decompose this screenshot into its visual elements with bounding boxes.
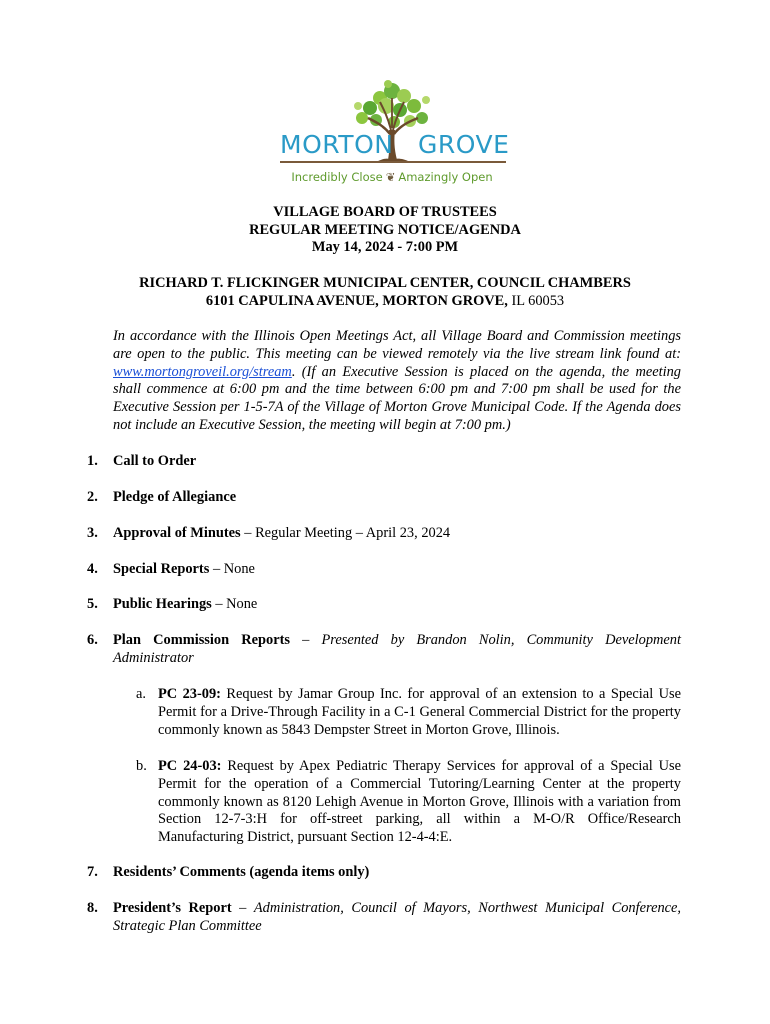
- plan-commission-item: [136, 686, 681, 739]
- item-title: Pledge of Allegiance: [113, 489, 237, 505]
- case-number: PC 23-09:: [158, 686, 221, 702]
- agenda-item: [87, 596, 681, 614]
- item-number: 5.: [87, 596, 98, 612]
- item-detail: – None: [211, 596, 258, 612]
- tagline-left: Incredibly Close: [291, 170, 383, 184]
- meeting-location: [0, 275, 770, 310]
- item-number: 7.: [87, 864, 98, 880]
- plan-commission-item: [136, 758, 681, 847]
- sub-item-letter: b.: [136, 758, 147, 774]
- agenda-item: [87, 453, 681, 471]
- case-description: Request by Jamar Group Inc. for approval of an extension to a Special Use Permit for a Drive-Through Facility in a C-1 General Commercial District for the property commonly known as 5843 Dempster Street in Morton Grove, Illinois.: [158, 686, 681, 738]
- sub-item-letter: a.: [136, 686, 146, 702]
- item-number: 3.: [87, 525, 98, 541]
- address-street: 6101 CAPULINA AVENUE, MORTON GROVE,: [205, 292, 508, 309]
- agenda-item: [87, 525, 681, 543]
- item-title: Call to Order: [113, 453, 197, 469]
- agenda-item: [87, 489, 681, 507]
- item-number: 1.: [87, 453, 98, 469]
- meeting-date: May 14, 2024 - 7:00 PM: [311, 239, 459, 255]
- morton-grove-logo: [276, 78, 508, 190]
- board-title: VILLAGE BOARD OF TRUSTEES: [273, 204, 497, 220]
- item-title: Public Hearings: [113, 596, 212, 612]
- logo-word-grove: GROVE: [418, 130, 510, 159]
- item-number: 8.: [87, 900, 98, 916]
- meeting-header: [0, 204, 770, 257]
- item-title: Approval of Minutes: [113, 525, 241, 541]
- item-dash: –: [231, 900, 254, 916]
- item-number: 6.: [87, 632, 98, 648]
- logo-divider: [280, 161, 506, 163]
- item-detail: – Presented by Brandon Nolin, Community Development Administrator: [113, 632, 681, 666]
- item-title: Plan Commission Reports: [113, 632, 290, 648]
- item-number: 4.: [87, 561, 98, 577]
- item-detail: Administration, Council of Mayors, Northwest Municipal Conference, Strategic Plan Committee: [113, 900, 682, 934]
- agenda-item: [87, 900, 681, 936]
- tagline-separator-icon: ❦: [385, 170, 396, 184]
- agenda-item: [87, 561, 681, 579]
- case-number: PC 24-03:: [158, 758, 222, 774]
- address-zip: IL 60053: [507, 292, 565, 309]
- location-address: [0, 293, 770, 311]
- agenda-item: [87, 864, 681, 882]
- case-description: Request by Apex Pediatric Therapy Services for approval of a Special Use Permit for the operation of a Commercial Tutoring/Learning Center at the property commonly known as 8120 Lehigh Avenue in Morton Grove, Illinois with a variation from Section 12-7-3:H for off-street parking, all within a M-O/R Office/Research Manufacturing District, pursuant Section 12-4-4:E.: [158, 758, 681, 846]
- item-title: President’s Report: [113, 900, 232, 916]
- notice-title: REGULAR MEETING NOTICE/AGENDA: [249, 221, 521, 238]
- livestream-link[interactable]: www.mortongroveil.org/stream: [113, 363, 292, 380]
- location-venue: RICHARD T. FLICKINGER MUNICIPAL CENTER, COUNCIL CHAMBERS: [139, 275, 631, 291]
- item-title: Special Reports: [113, 561, 210, 577]
- logo-tagline: [276, 170, 508, 184]
- intro-text-2: . (If an Executive Session is placed on the agenda, the meeting shall commence at 6:00 pm and the time between 6:00 pm and 7:00 pm shall be used for the Executive Session per 1-5-7A of the Village of Morton Grove Municipal Code. If the Agenda does not include an Executive Session, the meeting will begin at 7:00 pm.): [113, 363, 681, 433]
- tagline-right: Amazingly Open: [398, 170, 493, 184]
- intro-text-1: In accordance with the Illinois Open Meetings Act, all Village Board and Commission meetings are open to the public. This meeting can be viewed remotely via the live stream link found at:: [113, 328, 681, 362]
- item-detail: – Regular Meeting – April 23, 2024: [240, 525, 451, 541]
- item-detail: – None: [209, 561, 255, 577]
- item-title: Residents’ Comments (agenda items only): [113, 864, 370, 880]
- open-meetings-notice: [113, 328, 681, 435]
- item-number: 2.: [87, 489, 98, 505]
- agenda-item: [87, 632, 681, 668]
- logo-word-morton: MORTON: [280, 130, 394, 159]
